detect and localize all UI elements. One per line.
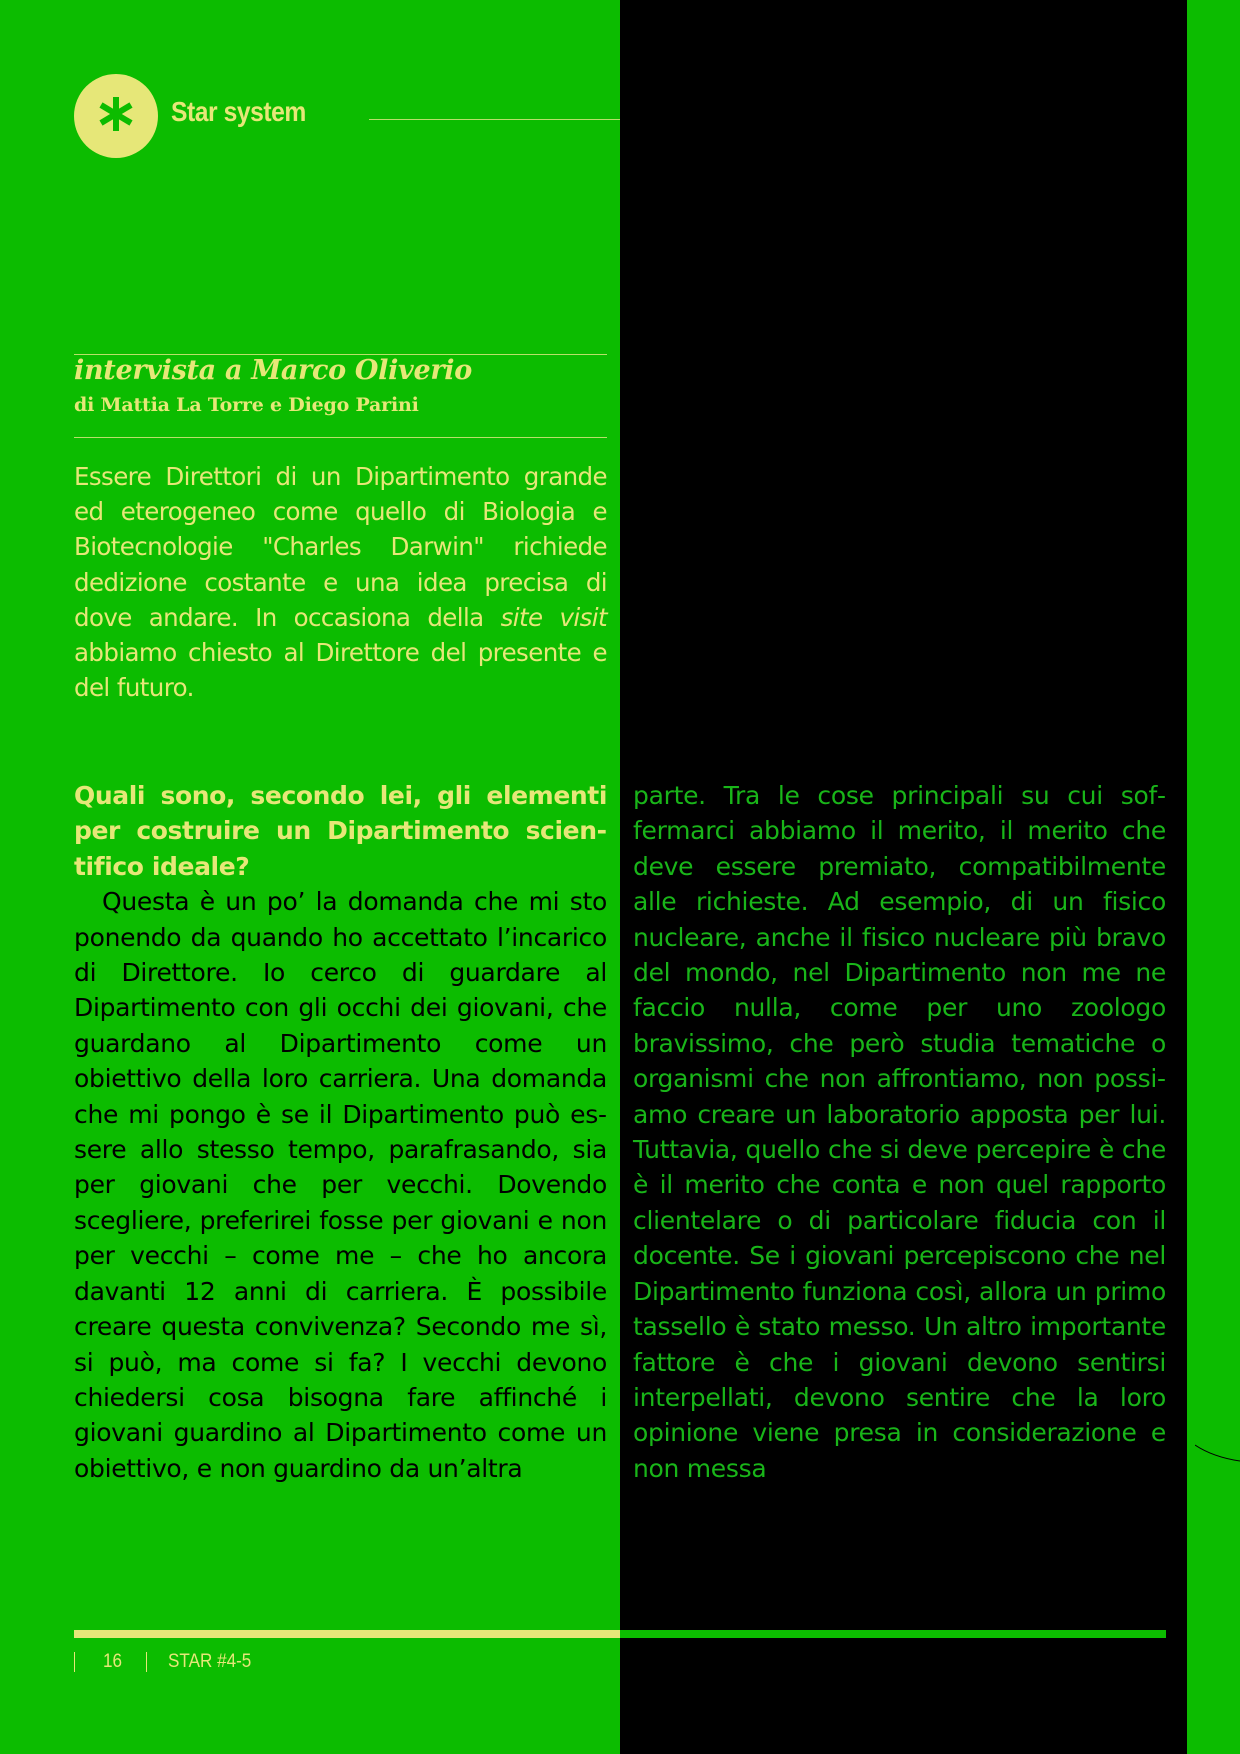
article-column-right: [633, 778, 1166, 1486]
interview-title: intervista a Marco Oliverio: [74, 355, 472, 386]
section-badge: [74, 74, 158, 158]
header-divider: [369, 119, 620, 120]
page-number: 16: [103, 1651, 123, 1672]
interview-question: Quali sono, secondo lei, gli elementi per costruire un Dipartimento scientifico ideale?: [74, 781, 607, 881]
footer-separator: [146, 1652, 147, 1672]
intro-paragraph: [74, 459, 607, 705]
asterisk-icon: [96, 94, 136, 134]
intro-text-2: abbiamo chiesto al Direttore del presente e del futuro.: [74, 638, 607, 703]
decorative-curve: [1195, 1435, 1240, 1465]
footer-rule-green: [620, 1630, 1166, 1638]
interview-authors: di Mattia La Torre e Diego Parini: [74, 394, 419, 416]
answer-text-right: parte. Tra le cose principali su cui soffermarci abbiamo il merito, il merito che deve essere premiato, compatibilmente alle richieste. Ad esempio, di un fisico nucleare, anche il fisico nucleare più bravo del mondo, nel Dipartimento non me ne faccio nulla, come per uno zoologo bravissimo, che però studia tematiche o organismi che non affrontiamo, non possiamo creare un laboratorio apposta per lui. Tuttavia, quello che si deve percepire è che è il merito che conta e non quel rapporto clientelare o di particolare fiducia con il docente. Se i giovani percepiscono che nel Dipartimento funziona così, allora un primo tassello è stato messo. Un altro importante fattore è che i giovani devono sentirsi interpellati, devono sentire che la loro opinione viene presa in considerazione e non messa: [633, 781, 1166, 1483]
intro-text-1: Essere Direttori di un Dipartimento grande ed eterogeneo come quello di Biologia e Biotecnologie "Charles Darwin" richiede dedizione costante e una idea precisa di dove andare. In occasiona della: [74, 462, 607, 632]
issue-label: STAR #4-5: [168, 1651, 252, 1672]
byline-bottom-rule: [74, 437, 607, 438]
footer-separator: [74, 1652, 75, 1672]
intro-emphasis: site visit: [500, 602, 607, 632]
answer-text-left: Questa è un po’ la domanda che mi sto ponendo da quando ho accettato l’incarico di Direttore. Io cerco di guardare al Dipartimento con gli occhi dei giovani, che guardano al Dipartimento come un obiettivo della loro carriera. Una domanda che mi pongo è se il Dipartimento può essere allo stesso tempo, parafrasando, sia per giovani che per vecchi. Dovendo scegliere, preferirei fosse per giovani e non per vecchi – come me – che ho ancora davanti 12 anni di carriera. È possibile creare questa convivenza? Secondo me sì, si può, ma come si fa? I vecchi devono chiedersi cosa bisogna fare affinché i giovani guardino al Dipartimento come un obiettivo, e non guardino da un’altra: [74, 887, 607, 1483]
section-title: Star system: [171, 96, 306, 127]
article-column-left: [74, 778, 607, 1486]
footer-rule-yellow: [74, 1630, 620, 1638]
